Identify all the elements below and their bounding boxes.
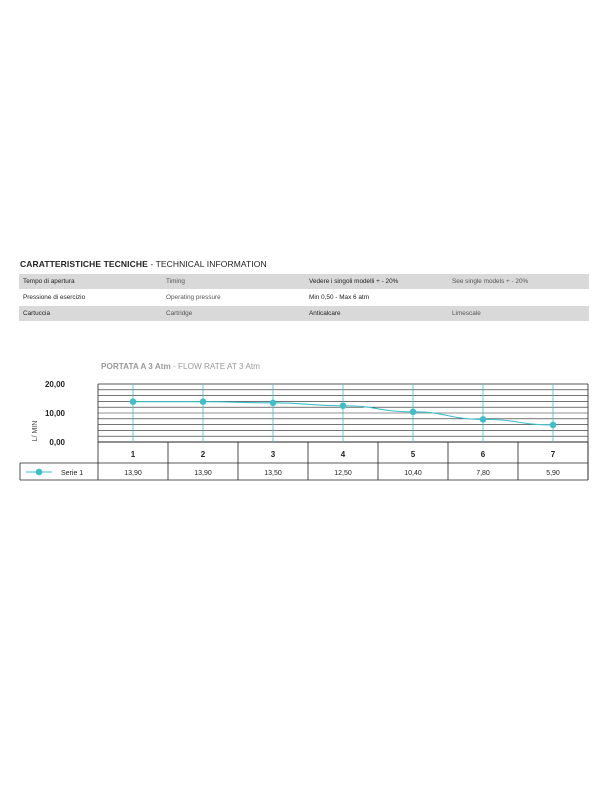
y-axis-label: L/ MIN [32, 420, 39, 442]
data-value-label: 13,90 [194, 470, 212, 477]
spec-value-it: Min 0,50 - Max 6 atm [305, 290, 448, 306]
data-point [270, 400, 277, 407]
section-title [20, 259, 267, 269]
data-point [480, 416, 487, 423]
x-tick-label: 1 [130, 450, 136, 459]
chart-title-sep: - [170, 362, 179, 371]
data-value-label: 7,80 [476, 470, 490, 477]
data-point [410, 409, 417, 416]
spec-value-it: Vedere i singoli modelli + - 20% [305, 274, 448, 290]
data-point [340, 402, 347, 409]
data-value-label: 13,90 [124, 470, 142, 477]
chart-title-it: PORTATA A 3 Atm [101, 362, 171, 371]
spec-label-it: Tempo di apertura [19, 274, 162, 290]
data-point [130, 398, 137, 405]
spec-value-en: Limescale [448, 306, 589, 322]
section-title-separator: - [147, 259, 156, 269]
x-tick-label: 4 [340, 450, 346, 459]
flow-rate-chart [0, 355, 600, 490]
legend-marker [36, 469, 43, 476]
section-title-en: TECHNICAL INFORMATION [155, 259, 267, 269]
spec-label-en: Timing [162, 274, 305, 290]
data-value-label: 13,50 [264, 470, 282, 477]
data-value-label: 10,40 [404, 470, 422, 477]
chart-subtitle: FLOW RATE AT 3 Atm [178, 362, 260, 371]
x-tick-label: 5 [410, 450, 416, 459]
x-tick-label: 7 [550, 450, 556, 459]
spec-row-cartridge [19, 306, 589, 322]
legend-series-name: Serie 1 [61, 470, 84, 477]
spec-row-pressure [19, 290, 589, 306]
spec-value-it: Anticalcare [305, 306, 448, 322]
x-tick-label: 6 [480, 450, 486, 459]
x-tick-label: 3 [270, 450, 276, 459]
data-value-label: 5,90 [546, 470, 560, 477]
spec-label-en: Cartridge [162, 306, 305, 322]
section-title-it: CARATTERISTICHE TECNICHE [20, 259, 148, 269]
technical-info-table [19, 274, 589, 322]
spec-label-it: Cartuccia [19, 306, 162, 322]
y-tick-label: 0,00 [49, 438, 65, 447]
chart-title [101, 362, 260, 371]
y-tick-label: 20,00 [44, 380, 65, 389]
spec-label-en: Operating pressure [162, 290, 305, 306]
data-point [200, 398, 207, 405]
x-tick-label: 2 [200, 450, 206, 459]
spec-label-it: Pressione di esercizio [19, 290, 162, 306]
spec-row-timing [19, 274, 589, 290]
spec-value-en: See single models + - 20% [448, 274, 589, 290]
y-tick-label: 10,00 [44, 409, 65, 418]
data-value-label: 12,50 [334, 470, 352, 477]
spec-value-en [448, 290, 589, 306]
data-point [550, 422, 557, 429]
